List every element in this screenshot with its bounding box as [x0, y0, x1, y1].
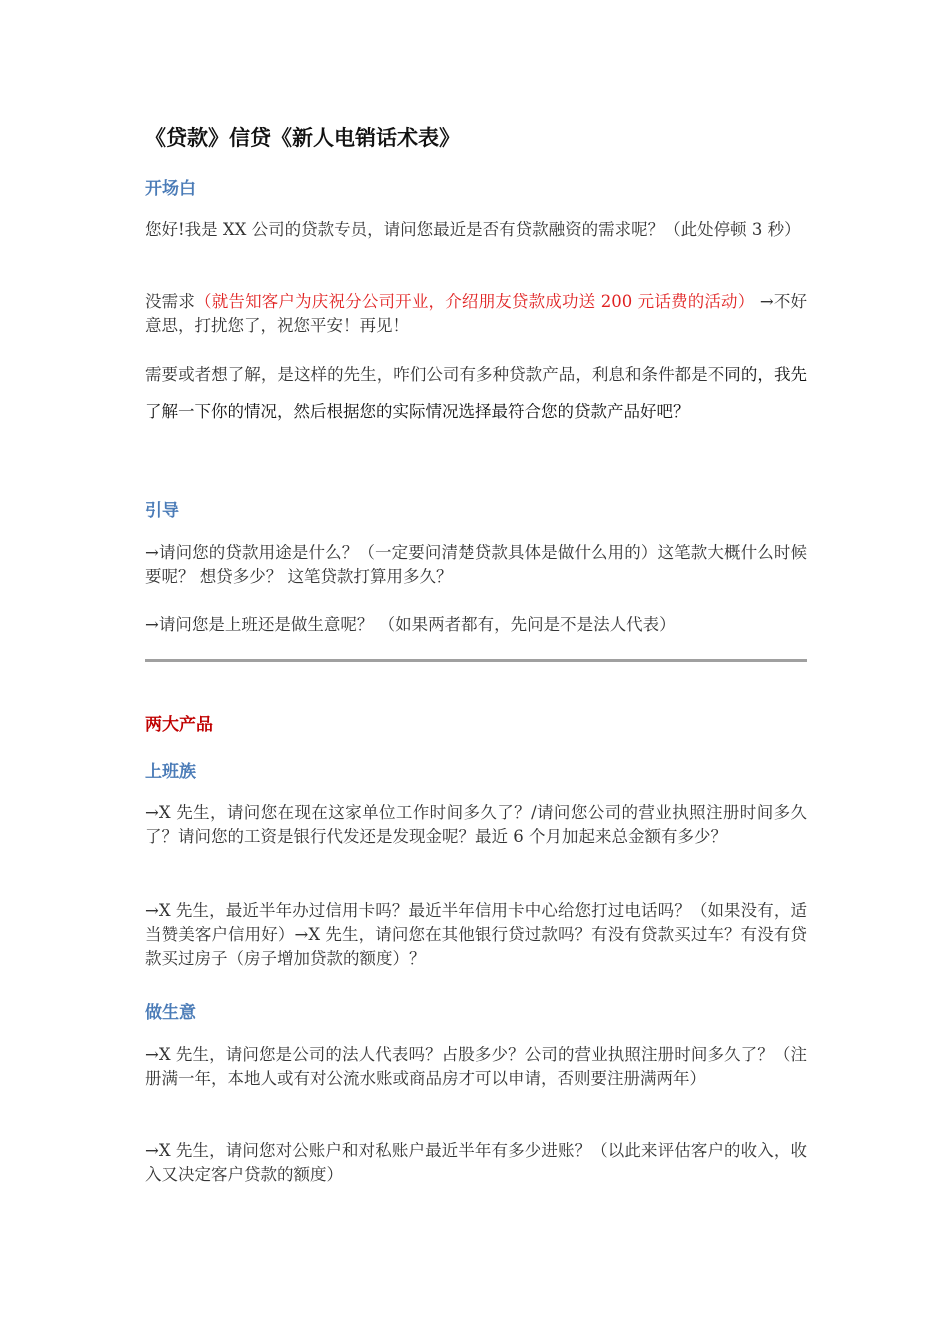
heading-products: 两大产品 — [145, 715, 213, 735]
heading-employee: 上班族 — [145, 762, 196, 782]
opening-paragraph-3 — [145, 356, 807, 430]
employee-paragraph-1: →X 先生，请问您在现在这家单位工作时间多久了？/请问您公司的营业执照注册时间多久了？请问您的工资是银行代发还是发现金呢？最近 6 个月加起来总金额有多少？ — [145, 803, 807, 846]
no-need-reply: →不好意思，打扰您了，祝您平安！再见！ — [145, 292, 808, 335]
business-paragraph-1: →X 先生，请问您是公司的法人代表吗？占股多少？公司的营业执照注册时间多久了？（注册满一年，本地人或有对公流水账或商品房才可以申请，否则要注册满两年） — [145, 1045, 807, 1088]
guide-paragraph-2: →请问您是上班还是做生意呢？ （如果两者都有，先问是不是法人代表） — [145, 615, 676, 634]
business-paragraph-2: →X 先生，请问您对公账户和对私账户最近半年有多少进账？（以此来评估客户的收入，收入又决定客户贷款的额度） — [145, 1141, 807, 1184]
heading-business: 做生意 — [145, 1003, 196, 1023]
employee-paragraph-2: →X 先生，最近半年办过信用卡吗？最近半年信用卡中心给您打过电话吗？（如果没有，适当赞美客户信用好）→X 先生，请问您在其他银行贷过款吗？有没有贷款买过车？有没有贷款买过房子（房子增加贷款的额度）？ — [145, 901, 807, 968]
section-divider — [145, 659, 807, 662]
no-need-label: 没需求 — [145, 292, 196, 311]
heading-opening: 开场白 — [145, 179, 196, 199]
opening-paragraph-1: 您好!我是 XX 公司的贷款专员，请问您最近是否有贷款融资的需求呢？（此处停顿 3 秒） — [145, 220, 801, 239]
promo-highlight: （就告知客户为庆祝分公司开业，介绍朋友贷款成功送 200 元话费的活动） — [195, 292, 755, 311]
opening-paragraph-2 — [145, 290, 807, 338]
document-title: 《贷款》信贷《新人电销话术表》 — [145, 125, 460, 150]
guide-paragraph-1: →请问您的贷款用途是什么？（一定要问清楚贷款具体是做什么用的）这笔款大概什么时候要呢？ 想贷多少？ 这笔贷款打算用多久？ — [145, 543, 807, 586]
heading-guide: 引导 — [145, 501, 179, 521]
interest-intro: 需要或者想了解，是这样的先生，咋们公司有多种贷款产品，利息和条件都是不 — [145, 365, 725, 384]
interest-followup: 同的，我先了解一下你的情况，然后根据您的实际情况选择最符合您的贷款产品好吧？ — [145, 365, 808, 421]
